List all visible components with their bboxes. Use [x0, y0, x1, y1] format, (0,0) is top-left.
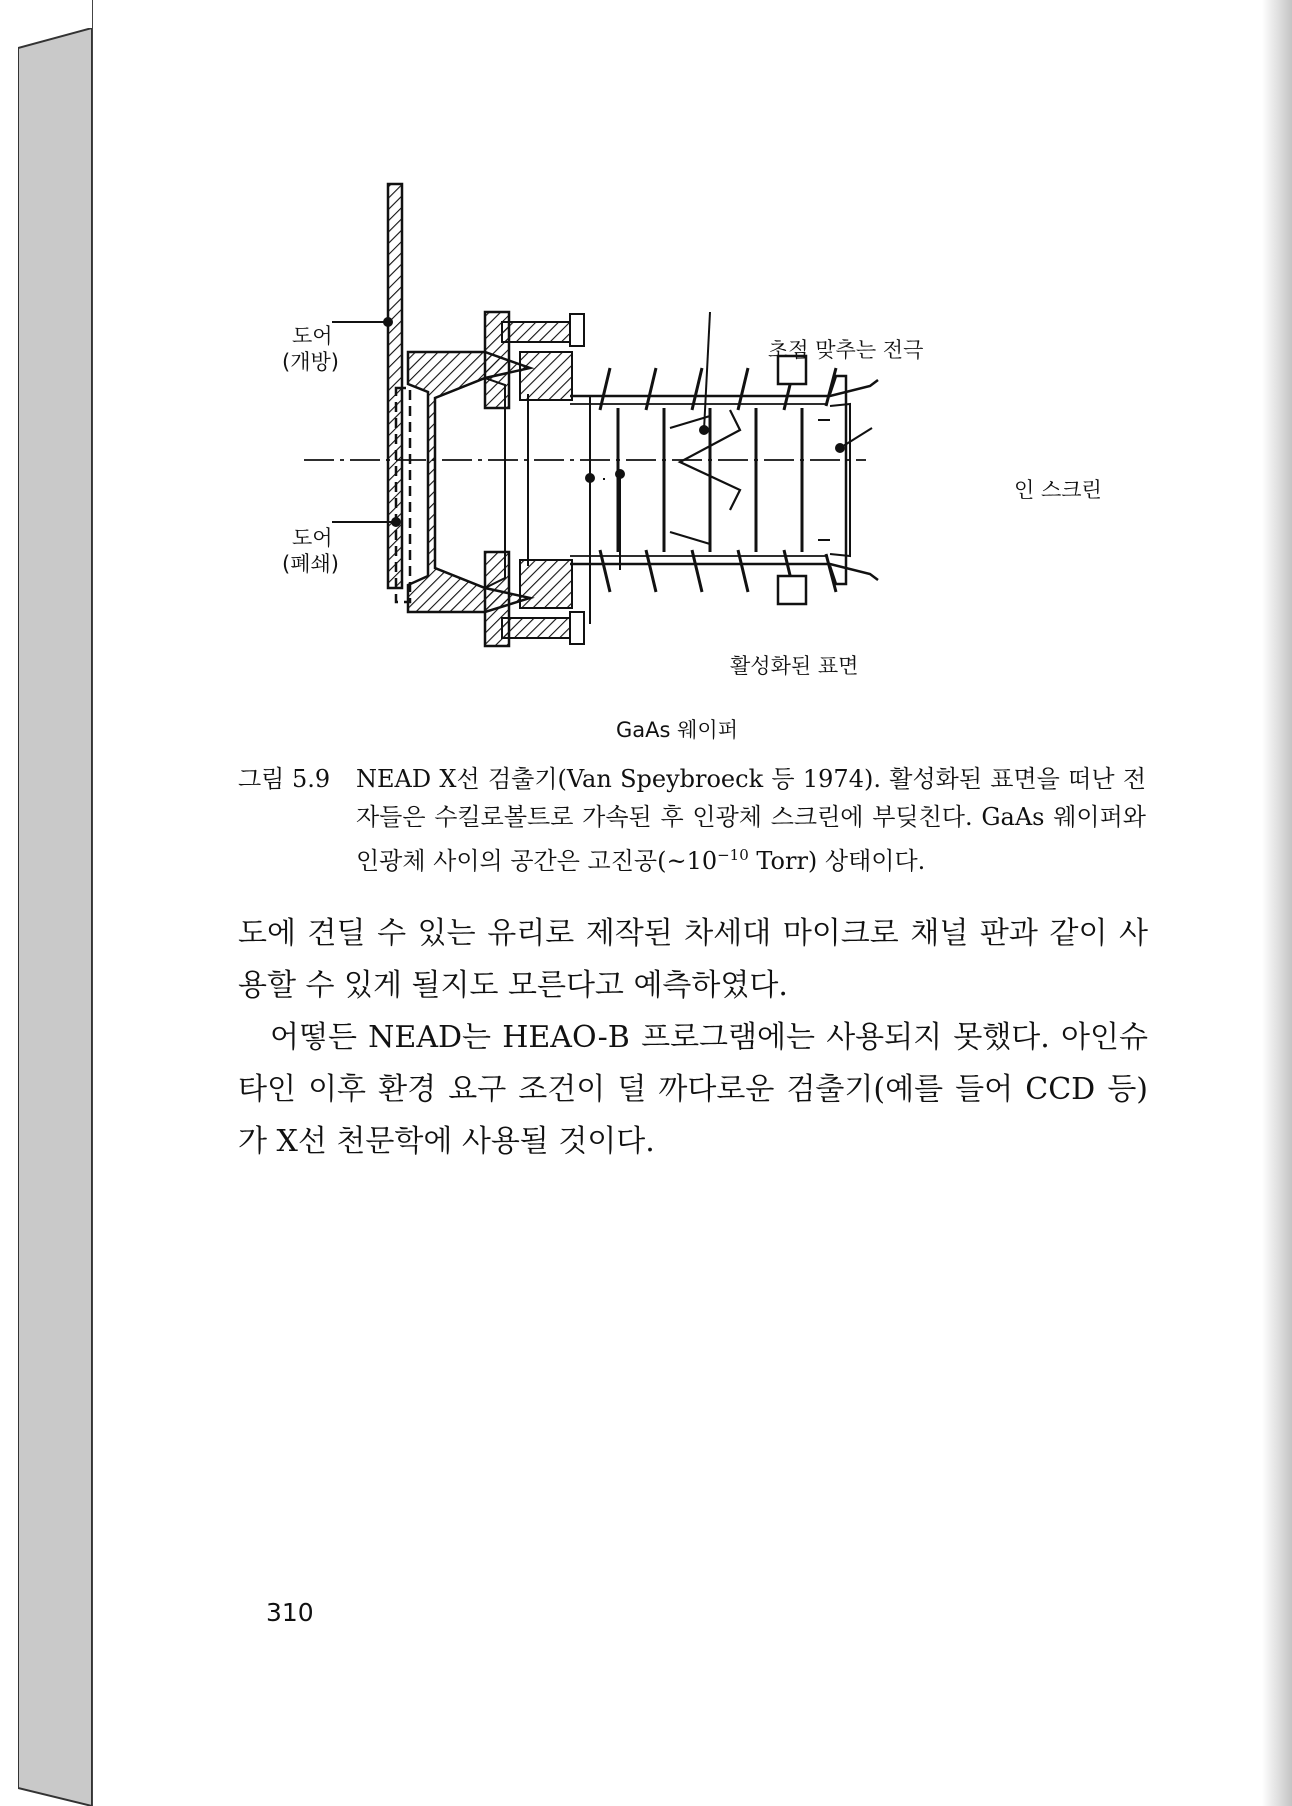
- page-edge-shadow: [1262, 0, 1292, 1806]
- paragraph: 어떻든 NEAD는 HEAO-B 프로그램에는 사용되지 못했다. 아인슈타인 이후 환경 요구 조건이 덜 까다로운 검출기(예를 들어 CCD 등)가 X선 천문학에 사용될 것이다.: [238, 1020, 1148, 1159]
- body-text: [238, 908, 1148, 1168]
- label-door-open-sub: (개방): [282, 350, 339, 374]
- cone-housing: [408, 352, 530, 612]
- label-door-closed: 도어: [292, 526, 333, 550]
- caption-number: 그림 5.9: [238, 765, 331, 793]
- paragraph: 도에 견딜 수 있는 유리로 제작된 차세대 마이크로 채널 판과 같이 사용할 수 있게 될지도 모른다고 예측하였다.: [238, 916, 1148, 1003]
- nead-detector-diagram: [270, 180, 1140, 760]
- label-phosphor-screen: 인 스크린: [1014, 478, 1102, 502]
- label-door-closed-sub: (폐쇄): [282, 552, 339, 576]
- caption-body: [356, 760, 1146, 880]
- label-focusing-electrode: 초점 맞추는 전극: [768, 338, 924, 362]
- caption-text: NEAD X선 검출기(Van Speybroeck 등 1974). 활성화된 표면을 떠난 전자들은 수킬로볼트로 가속된 후 인광체 스크린에 부딪친다. GaAs 웨이퍼와 인광체 사이의 공간은 고진공(~10: [356, 765, 1146, 875]
- detector-drawing: [270, 180, 1140, 760]
- caption-exponent: −10: [717, 846, 749, 864]
- label-door-open: 도어: [292, 324, 333, 348]
- door-plate: [388, 184, 402, 588]
- book-spine: [18, 28, 92, 1806]
- label-gaas-wafer: GaAs 웨이퍼: [616, 718, 738, 742]
- caption-text-end: Torr) 상태이다.: [748, 847, 926, 875]
- page-number: 310: [266, 1598, 314, 1627]
- label-activated-surface: 활성화된 표면: [730, 654, 859, 678]
